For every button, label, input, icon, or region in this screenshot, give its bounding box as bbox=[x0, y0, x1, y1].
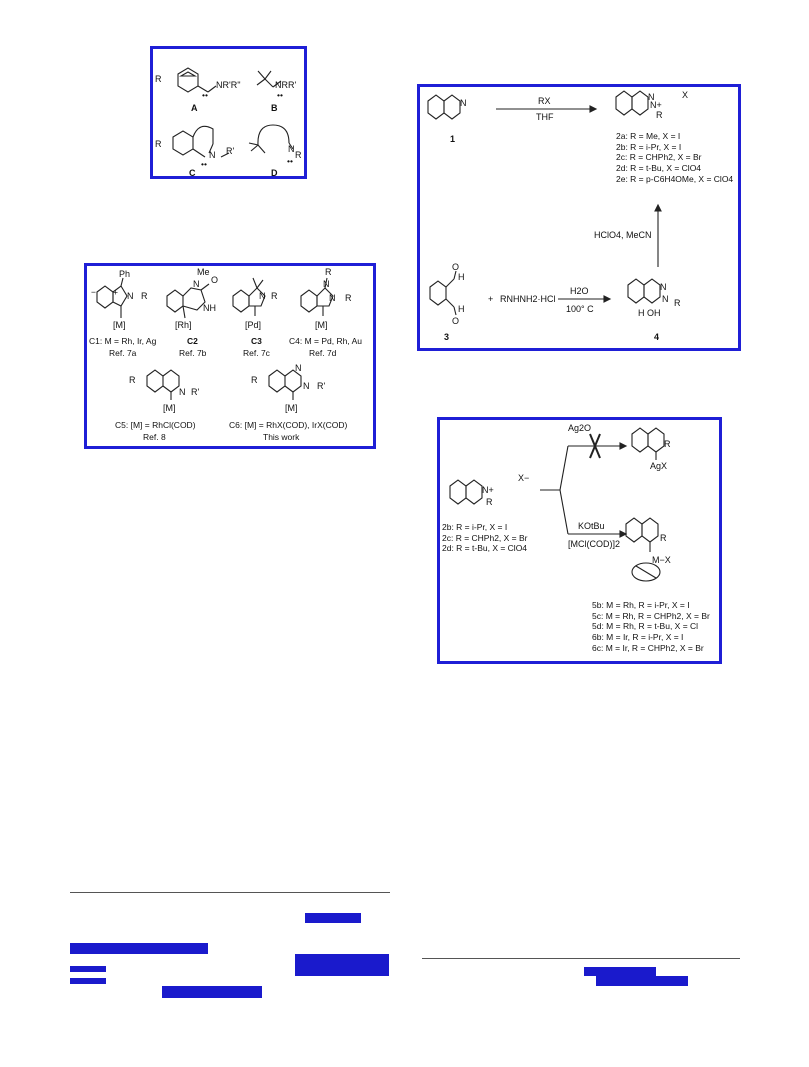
left-r: R bbox=[486, 497, 493, 507]
complex-list bbox=[592, 600, 710, 653]
c1-n-label: N bbox=[127, 291, 134, 301]
c4-metal: [M] bbox=[315, 320, 328, 330]
footnote-rule-left bbox=[70, 892, 390, 893]
salt-2c: 2c: R = CHPh2, X = Br bbox=[616, 152, 702, 163]
cmpd4-n1: N bbox=[660, 282, 667, 292]
kotbu-label: KOtBu bbox=[578, 521, 605, 531]
water-label: H2O bbox=[570, 286, 589, 296]
c6-rprime-label: R' bbox=[317, 381, 326, 391]
footnote-rule-right bbox=[422, 958, 740, 959]
cmpd1-n-label: N bbox=[460, 98, 467, 108]
xminus-label: X− bbox=[518, 473, 530, 483]
cmpd2-x-label: X bbox=[682, 90, 689, 100]
c2-ref: Ref. 7b bbox=[179, 348, 207, 358]
plus-sign: + bbox=[488, 294, 494, 304]
compound-d-id: D bbox=[271, 168, 278, 178]
redacted-link[interactable] bbox=[70, 978, 106, 984]
redacted-link[interactable] bbox=[70, 966, 106, 972]
d-lone-pair: •• bbox=[287, 156, 293, 166]
complex-6c: 6c: M = Ir, R = CHPh2, X = Br bbox=[592, 642, 704, 653]
cmpd3-h1: H bbox=[458, 272, 465, 282]
c4-caption: C4: M = Pd, Rh, Au bbox=[289, 336, 362, 346]
c6-n1-label: N bbox=[295, 363, 302, 373]
c6-ref: This work bbox=[263, 432, 300, 442]
c2-n-label: N bbox=[193, 279, 200, 289]
c4-r-top-label: R bbox=[325, 267, 332, 277]
thf-label: THF bbox=[536, 112, 554, 122]
compound-3-id: 3 bbox=[444, 332, 450, 342]
compound-c-id: C bbox=[189, 168, 196, 178]
left-salt-list bbox=[442, 522, 528, 554]
c6-r-label: R bbox=[251, 375, 258, 385]
left-2d: 2d: R = t-Bu, X = ClO4 bbox=[442, 543, 528, 554]
complex-5c: 5c: M = Rh, R = CHPh2, X = Br bbox=[592, 610, 710, 621]
cmpd4-h-oh: H OH bbox=[638, 308, 661, 318]
hydrazine-reagent: RNHNH2·HCl bbox=[500, 294, 556, 304]
cmpd2-r-label: R bbox=[656, 110, 663, 120]
redacted-link[interactable] bbox=[295, 954, 389, 976]
salt-2d: 2d: R = t-Bu, X = ClO4 bbox=[616, 162, 702, 173]
cmpd2-nplus-label: N+ bbox=[650, 100, 662, 110]
c2-me-label: Me bbox=[197, 267, 210, 277]
figure-ligand-types bbox=[150, 46, 307, 179]
cmpd4-n2: N bbox=[662, 294, 669, 304]
c6-metal: [M] bbox=[285, 403, 298, 413]
salt-2a: 2a: R = Me, X = I bbox=[616, 131, 681, 141]
c1-r-label: R bbox=[141, 291, 148, 301]
c3-r-label: R bbox=[271, 291, 278, 301]
c1-ref: Ref. 7a bbox=[109, 348, 137, 358]
c1-ph-label: Ph bbox=[119, 269, 131, 279]
cmpd4-r: R bbox=[674, 298, 681, 308]
c2-id: C2 bbox=[187, 336, 198, 346]
c3-metal: [Pd] bbox=[245, 320, 262, 330]
c2-o-label: O bbox=[211, 275, 219, 285]
c1-plus: + bbox=[113, 287, 118, 297]
redacted-link[interactable] bbox=[596, 976, 688, 986]
c1-metal: [M] bbox=[113, 320, 126, 330]
redacted-link[interactable] bbox=[162, 986, 262, 998]
c-r-label: R bbox=[155, 139, 162, 149]
c5-n-label: N bbox=[179, 387, 186, 397]
rx-label: RX bbox=[538, 96, 551, 106]
hclo4-label: HClO4, MeCN bbox=[594, 230, 652, 240]
c4-r-label: R bbox=[345, 293, 352, 303]
d-r-label: R bbox=[295, 150, 302, 160]
complex-5b: 5b: M = Rh, R = i-Pr, X = I bbox=[592, 600, 690, 610]
bottom-r: R bbox=[660, 533, 667, 543]
c6-caption: C6: [M] = RhX(COD), IrX(COD) bbox=[229, 420, 348, 430]
cmpd3-h2: H bbox=[458, 304, 465, 314]
b-lone-pair: •• bbox=[277, 90, 283, 100]
c5-rprime-label: R' bbox=[191, 387, 200, 397]
figure-synthesis-scheme bbox=[417, 84, 741, 351]
top-r: R bbox=[664, 439, 671, 449]
c4-n2-label: N bbox=[329, 293, 336, 303]
c5-r-label: R bbox=[129, 375, 136, 385]
c2-nh-label: NH bbox=[203, 303, 216, 313]
b-amine-label: NRR' bbox=[275, 80, 297, 90]
c3-n-label: N bbox=[259, 291, 266, 301]
redacted-link[interactable] bbox=[70, 943, 208, 954]
salt-2e: 2e: R = p-C6H4OMe, X = ClO4 bbox=[616, 173, 734, 184]
left-2b: 2b: R = i-Pr, X = I bbox=[442, 522, 508, 532]
redacted-link[interactable] bbox=[305, 913, 361, 923]
cmpd2-n-label: N bbox=[648, 92, 655, 102]
ag2o-label: Ag2O bbox=[568, 423, 592, 433]
compound-b-id: B bbox=[271, 103, 278, 113]
mx-label: M−X bbox=[652, 555, 671, 565]
compound-4-id: 4 bbox=[654, 332, 660, 342]
temperature-label: 100° C bbox=[566, 304, 594, 314]
c5-caption: C5: [M] = RhCl(COD) bbox=[115, 420, 196, 430]
agx-label: AgX bbox=[650, 461, 668, 471]
left-2c: 2c: R = CHPh2, X = Br bbox=[442, 532, 528, 543]
a-r-label: R bbox=[155, 74, 162, 84]
a-amine-label: NR'R'' bbox=[216, 80, 241, 90]
compound-1-id: 1 bbox=[450, 134, 456, 144]
compound-a-id: A bbox=[191, 103, 198, 113]
c1-minus: − bbox=[91, 287, 96, 297]
redacted-link[interactable] bbox=[584, 967, 656, 976]
cmpd3-o2: O bbox=[452, 316, 460, 326]
c-lone-pair: •• bbox=[201, 159, 207, 169]
c3-ref: Ref. 7c bbox=[243, 348, 270, 358]
a-lone-pair: •• bbox=[202, 90, 208, 100]
cmpd3-o1: O bbox=[452, 262, 460, 272]
c-rprime-label: R' bbox=[226, 146, 235, 156]
c5-ref: Ref. 8 bbox=[143, 432, 166, 442]
figure-metalation-scheme bbox=[437, 417, 722, 664]
mcl-cod-label: [MCl(COD)]2 bbox=[568, 539, 620, 549]
c4-ref: Ref. 7d bbox=[309, 348, 337, 358]
c1-caption: C1: M = Rh, Ir, Ag bbox=[89, 336, 157, 346]
complex-5d: 5d: M = Rh, R = t-Bu, X = Cl bbox=[592, 621, 699, 632]
c6-n2-label: N bbox=[303, 381, 310, 391]
c-n-label: N bbox=[209, 150, 216, 160]
salt-2b: 2b: R = i-Pr, X = I bbox=[616, 141, 682, 152]
c3-id: C3 bbox=[251, 336, 262, 346]
left-nplus: N+ bbox=[482, 485, 494, 495]
salt-list bbox=[616, 131, 733, 184]
d-n-label: N bbox=[288, 144, 295, 154]
c5-metal: [M] bbox=[163, 403, 176, 413]
c4-n1-label: N bbox=[323, 279, 330, 289]
figure-ligand-survey bbox=[84, 263, 376, 449]
complex-6b: 6b: M = Ir, R = i-Pr, X = I bbox=[592, 631, 684, 642]
c2-metal: [Rh] bbox=[175, 320, 192, 330]
